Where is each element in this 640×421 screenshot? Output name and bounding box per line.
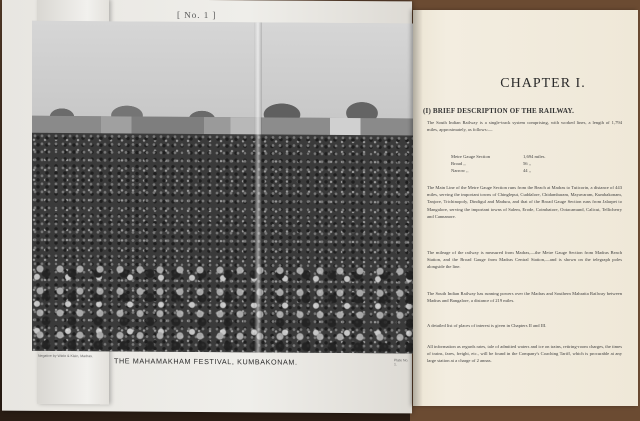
photo-foreground-crowd	[32, 261, 414, 354]
photo-caption: THE MAHAMAKHAM FESTIVAL, KUMBAKONAM.	[114, 356, 298, 367]
paragraph-mileage: The mileage of the railway is measured from Madras,—the Metre Gauge Section from Madras Beach Station, and the Broad Gauge from Madras Central Station,—and is shown on the telegraph poles alongside the line.	[427, 250, 622, 270]
plate-number: [ No. 1 ]	[177, 9, 217, 21]
paragraph-information: All information as regards rates, tale of admitted waters and ice on trains, retiring-room charges, the times of trains, fares, freight, etc., will be found in the Company's Coaching Tariff, which is procurable at any large station at a charge of 2 annas.	[427, 344, 622, 364]
left-page	[2, 0, 412, 413]
gauge-table	[451, 154, 561, 174]
gauge-length: 56 ,,	[523, 160, 532, 166]
gauge-row	[451, 154, 561, 161]
gauge-name: Metre Gauge Section	[451, 154, 491, 159]
photo-fold-line	[254, 22, 262, 352]
gauge-row	[451, 168, 561, 175]
spine-shadow	[413, 10, 423, 406]
chapter-title: CHAPTER I.	[500, 76, 586, 91]
gauge-name: Broad ,,	[451, 160, 466, 166]
gauge-length: 1,694 miles.	[523, 154, 546, 159]
paragraph-intro: The South Indian Railway is a single-track system comprising, with worked lines, a length of 1,794 miles, approximately, as follows:—	[427, 120, 622, 133]
gauge-row	[451, 161, 561, 168]
gauge-length: 44 ,,	[523, 167, 532, 173]
paragraph-places: A detailed list of places of interest is given in Chapters II and III.	[427, 323, 547, 328]
paragraph-main-line: The Main Line of the Metre Gauge Section runs from the Beach at Madras to Tuticorin, a distance of 443 miles, serving the important towns of Chingleput, Cuddalore, Chidambaram, Mayavaram, Kumbakonam, Tanjore, Trichinopoly, Dindigul and Madura, and that of the Broad Gauge Section runs from Jalarpet to Mangalore, serving the important towns of Salem, Erode, Coimbatore, Ootacamund, Calicut, Tellicherry and Cannanore.	[427, 185, 622, 219]
paragraph-running-powers: The South Indian Railway has running powers over the Madras and Southern Mahratta Railway between Madras and Bangalore, a distance of 219 miles.	[427, 291, 622, 304]
right-page	[413, 10, 638, 406]
festival-photograph	[32, 21, 414, 354]
section-heading: (I) BRIEF DESCRIPTION OF THE RAILWAY.	[423, 107, 575, 115]
plate-mark: Plate No. 1.	[394, 358, 409, 367]
gauge-name: Narrow ,,	[451, 167, 469, 173]
photo-credit: Negative by Wiele & Klein, Madras.	[38, 353, 93, 359]
